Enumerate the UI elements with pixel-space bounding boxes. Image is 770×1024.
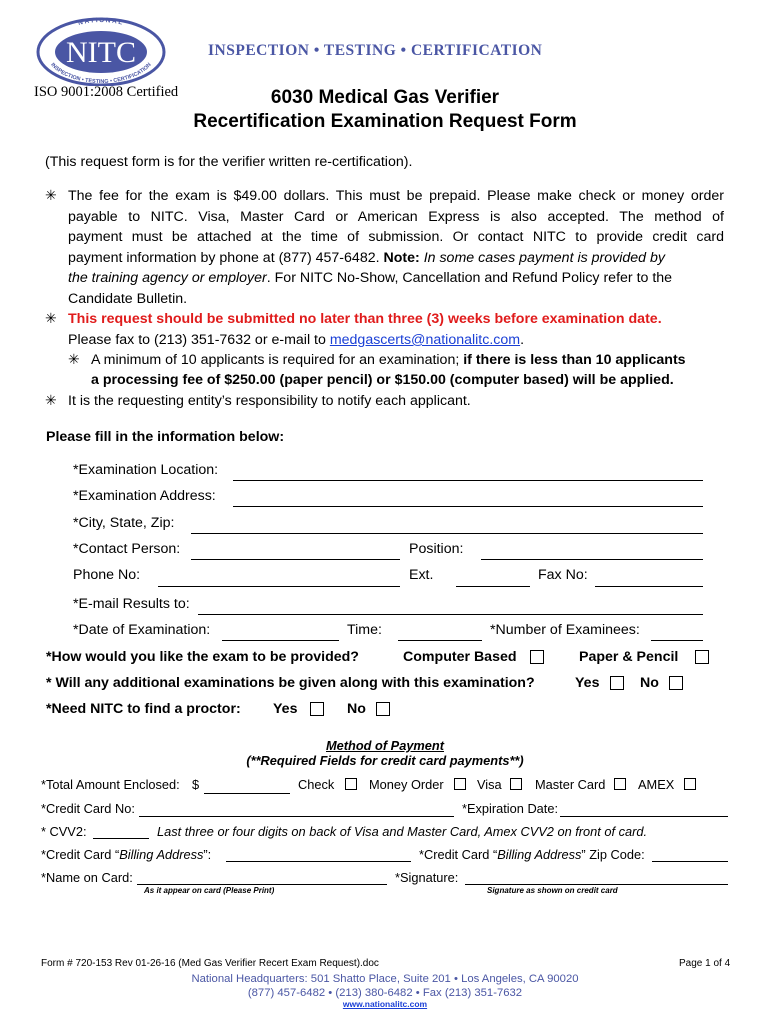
fee-line: payable to NITC. Visa, Master Card or American Express is also accepted. The method of [68, 208, 724, 225]
proctor-yes-checkbox[interactable] [310, 702, 324, 716]
expiration-field[interactable] [560, 816, 728, 817]
fee-line: The fee for the exam is $49.00 dollars. This must be prepaid. Please make check or money order [68, 188, 724, 204]
billing-text-italic: Billing Address [497, 847, 582, 862]
responsibility-text: It is the requesting entity’s responsibility to notify each applicant. [68, 393, 471, 409]
email-results-field[interactable] [198, 614, 703, 615]
form-title-line1: 6030 Medical Gas Verifier [270, 87, 500, 108]
cvv-note: Last three or four digits on back of Visa and Master Card, Amex CVV2 on front of card. [157, 824, 648, 839]
expiration-label: *Expiration Date: [462, 801, 559, 816]
fax-field[interactable] [595, 586, 703, 587]
signature-field[interactable] [465, 884, 728, 885]
payment-heading-wrap [0, 738, 770, 753]
total-amount-label: *Total Amount Enclosed: [41, 777, 180, 792]
signature-label: *Signature: [395, 870, 459, 885]
minimum-bold: if there is less than 10 applicants [463, 352, 686, 368]
amex-label: AMEX [638, 777, 675, 792]
deadline-warning: This request should be submitted no later than three (3) weeks before examination date. [68, 311, 662, 327]
phone-field[interactable] [158, 586, 400, 587]
city-state-zip-label: *City, State, Zip: [73, 515, 175, 531]
position-field[interactable] [481, 559, 703, 560]
ext-field[interactable] [456, 586, 530, 587]
fee-line: Candidate Bulletin. [68, 290, 188, 307]
billing-text: ” Zip Code: [581, 847, 645, 862]
paper-pencil-checkbox[interactable] [695, 650, 709, 664]
bullet-asterisk-icon: ✳ [45, 310, 57, 326]
amex-checkbox[interactable] [684, 778, 696, 790]
fax-label: Fax No: [538, 567, 588, 583]
exam-format-question: *How would you like the exam to be provided? [46, 649, 359, 665]
fax-text: Please fax to (213) 351-7632 or e-mail to [68, 332, 330, 348]
billing-text: *Credit Card “ [419, 847, 498, 862]
num-examinees-label: *Number of Examinees: [490, 622, 640, 638]
mastercard-checkbox[interactable] [614, 778, 626, 790]
name-hint: As it appear on card (Please Print) [144, 886, 275, 895]
cvv-label: * CVV2: [41, 824, 87, 839]
billing-zip-field[interactable] [652, 861, 728, 862]
exam-address-field[interactable] [233, 506, 703, 507]
fee-line: . For NITC No-Show, Cancellation and Refund Policy refer to the [266, 270, 673, 287]
email-results-label: *E-mail Results to: [73, 596, 190, 612]
logo-text: NITC [66, 36, 136, 69]
payment-heading: Method of Payment [325, 738, 445, 753]
additional-yes-label: Yes [575, 675, 600, 691]
phone-label: Phone No: [73, 567, 141, 583]
bullet-asterisk-icon: ✳ [45, 392, 57, 408]
time-label: Time: [347, 622, 382, 638]
exam-date-field[interactable] [222, 640, 339, 641]
exam-date-label: *Date of Examination: [73, 622, 211, 638]
note-text: In some cases payment is provided by [419, 249, 665, 266]
cc-number-label: *Credit Card No: [41, 801, 135, 816]
form-number: Form # 720-153 Rev 01-26-16 (Med Gas Verifier Recert Exam Request).doc [41, 958, 379, 969]
time-field[interactable] [398, 640, 482, 641]
minimum-text: A minimum of 10 applicants is required for an examination; [91, 352, 464, 368]
fill-in-heading: Please fill in the information below: [46, 429, 285, 445]
bullet-asterisk-icon: ✳ [45, 187, 57, 203]
intro-text: (This request form is for the verifier written re-certification). [45, 154, 413, 170]
billing-text: ”: [203, 847, 212, 862]
logo-ring-text: INSPECTION • TESTING • CERTIFICATION [49, 61, 153, 86]
fee-paragraph [68, 186, 724, 310]
dollar-sign: $ [192, 777, 200, 792]
money-order-checkbox[interactable] [454, 778, 466, 790]
billing-zip-label [419, 847, 645, 862]
website-link[interactable]: www.nationalitc.com [342, 999, 428, 1009]
mastercard-label: Master Card [535, 777, 606, 792]
num-examinees-field[interactable] [651, 640, 703, 641]
contact-person-label: *Contact Person: [73, 541, 181, 557]
bullet-asterisk-icon: ✳ [68, 351, 80, 367]
billing-address-label [41, 847, 211, 862]
iso-certified: ISO 9001:2008 Certified [34, 84, 179, 100]
visa-checkbox[interactable] [510, 778, 522, 790]
computer-based-checkbox[interactable] [530, 650, 544, 664]
additional-exams-question: * Will any additional examinations be given along with this examination? [46, 675, 535, 691]
ext-label: Ext. [409, 567, 434, 583]
nitc-logo [36, 14, 166, 86]
proctor-no-label: No [347, 701, 366, 717]
billing-address-field[interactable] [226, 861, 411, 862]
total-amount-field[interactable] [204, 793, 290, 794]
note-label: Note: [383, 249, 420, 266]
note-text: the training agency or employer [68, 270, 267, 287]
fee-line: payment must be attached at the time of submission. Or contact NITC to provide credit card [68, 229, 724, 246]
city-state-zip-field[interactable] [191, 533, 703, 534]
name-on-card-label: *Name on Card: [41, 870, 133, 885]
additional-yes-checkbox[interactable] [610, 676, 624, 690]
minimum-applicants-line1 [91, 350, 686, 371]
paper-pencil-label: Paper & Pencil [579, 649, 679, 665]
position-label: Position: [409, 541, 464, 557]
additional-no-label: No [640, 675, 659, 691]
exam-address-label: *Examination Address: [73, 488, 216, 504]
proctor-yes-label: Yes [273, 701, 298, 717]
check-checkbox[interactable] [345, 778, 357, 790]
proctor-question: *Need NITC to find a proctor: [46, 701, 241, 717]
billing-text: *Credit Card “ [41, 847, 120, 862]
money-order-label: Money Order [369, 777, 444, 792]
exam-location-label: *Examination Location: [73, 462, 219, 478]
form-title-line2: Recertification Examination Request Form [193, 111, 577, 132]
name-on-card-field[interactable] [137, 884, 387, 885]
computer-based-label: Computer Based [403, 649, 517, 665]
contact-person-field[interactable] [191, 559, 400, 560]
billing-text-italic: Billing Address [119, 847, 204, 862]
headquarters-address: National Headquarters: 501 Shatto Place, Suite 201 • Los Angeles, CA 90020 [191, 973, 579, 985]
cvv-field[interactable] [93, 838, 149, 839]
page-number: Page 1 of 4 [679, 958, 731, 969]
period: . [520, 332, 525, 348]
website-wrap [0, 999, 770, 1009]
cc-number-field[interactable] [139, 816, 454, 817]
exam-location-field[interactable] [233, 480, 703, 481]
visa-label: Visa [477, 777, 502, 792]
logo-top-text: NATIONAL [77, 16, 125, 27]
fax-email-line [68, 330, 524, 351]
signature-hint: Signature as shown on credit card [487, 886, 618, 895]
check-label: Check [298, 777, 335, 792]
email-link[interactable]: medgascerts@nationalitc.com [329, 332, 521, 348]
additional-no-checkbox[interactable] [669, 676, 683, 690]
fee-line: payment information by phone at (877) 457-6482. [68, 249, 384, 266]
proctor-no-checkbox[interactable] [376, 702, 390, 716]
headquarters-phone: (877) 457-6482 • (213) 380-6482 • Fax (213) 351-7632 [247, 987, 523, 999]
tagline: INSPECTION • TESTING • CERTIFICATION [208, 42, 543, 59]
minimum-applicants-line2: a processing fee of $250.00 (paper pencil) or $150.00 (computer based) will be applied. [91, 372, 674, 388]
payment-subheading: (**Required Fields for credit card payments**) [246, 753, 524, 768]
